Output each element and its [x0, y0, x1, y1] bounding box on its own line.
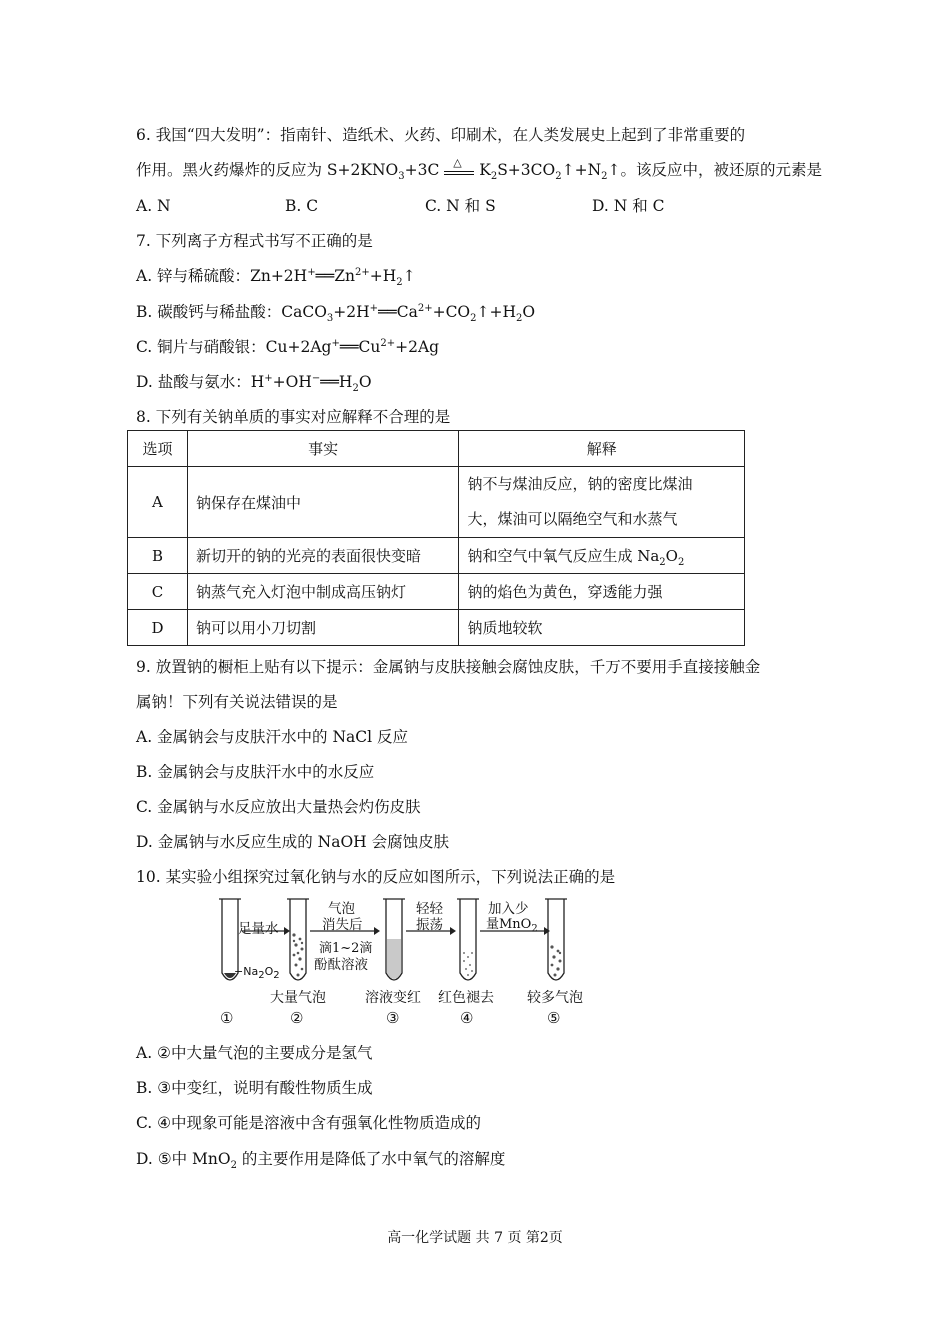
tube5-caption: 较多气泡: [527, 990, 583, 1006]
test-tube-2: [287, 899, 309, 980]
q8-stem: 8. 下列有关钠单质的事实对应解释不合理的是: [136, 408, 451, 426]
q7-stem: 7. 下列离子方程式书写不正确的是: [136, 232, 373, 250]
q6-stem-line2: 作用。黑火药爆炸的反应为 $S+2KNO_3+3C$ △ $K_2S+3CO_2↑+N_2↑$。该反应中，被还原的元素是: [136, 156, 823, 183]
q7-option-a: A. 锌与稀硫酸：$Zn+2H^+══Zn^{2+}+H_2↑$: [136, 266, 416, 289]
q9-option-d: D. 金属钠与水反应生成的 NaOH 会腐蚀皮肤: [136, 833, 450, 851]
q6-option-d: D. N 和 C: [592, 197, 665, 215]
bubbles-5: [550, 945, 561, 976]
bubbles-2: [292, 933, 303, 976]
table-row: B 新切开的钠的光亮的表面很快变暗 钠和空气中氧气反应生成 $Na_2O_2$: [128, 538, 745, 574]
table-row: C 钠蒸气充入灯泡中制成高压钠灯 钠的焰色为黄色，穿透能力强: [128, 574, 745, 610]
table-header-row: [128, 431, 745, 467]
q10-option-d: D. ⑤中 MnO$_2$ 的主要作用是降低了水中氧气的溶解度: [136, 1150, 506, 1172]
step2-label-c: 滴1~2滴: [319, 941, 373, 956]
tube3-caption: 溶液变红: [365, 990, 421, 1006]
step3-label-b: 振荡: [416, 917, 443, 933]
heat-condition-arrow: △: [444, 161, 474, 181]
tube4-caption: 红色褪去: [438, 990, 494, 1006]
q9-option-a: A. 金属钠会与皮肤汗水中的 NaCl 反应: [136, 728, 409, 746]
q6-option-a: A. N: [136, 197, 171, 215]
table-row: D 钠可以用小刀切割 钠质地较软: [128, 610, 745, 646]
tube3-number: ③: [386, 1009, 400, 1027]
q10-stem: 10. 某实验小组探究过氧化钠与水的反应如图所示，下列说法正确的是: [136, 868, 616, 886]
tube4-number: ④: [460, 1009, 474, 1027]
q9-option-c: C. 金属钠与水反应放出大量热会灼伤皮肤: [136, 798, 421, 816]
header-fact: 事实: [187, 431, 459, 467]
page-footer: 高一化学试题 共 7 页 第2页: [387, 1230, 563, 1246]
tube2-caption: 大量气泡: [270, 990, 326, 1006]
q8-table: [127, 430, 745, 646]
header-option: 选项: [128, 431, 188, 467]
test-tube-5: [545, 899, 567, 980]
step1-label: 足量水: [238, 921, 279, 937]
q7-option-b: B. 碳酸钙与稀盐酸：$CaCO_3+2H^+══Ca^{2+}+CO_2↑+H_2O$: [136, 302, 536, 325]
q10-option-b: B. ③中变红，说明有酸性物质生成: [136, 1079, 373, 1097]
tube1-number: ①: [220, 1009, 234, 1027]
test-tubes-diagram: [210, 893, 600, 1033]
step4-label-a: 加入少: [488, 901, 529, 917]
step2-label-d: 酚酞溶液: [314, 957, 368, 973]
q10-option-a: A. ②中大量气泡的主要成分是氢气: [136, 1044, 373, 1062]
step3-label-a: 轻轻: [416, 901, 443, 917]
q10-option-c: C. ④中现象可能是溶液中含有强氧化性物质造成的: [136, 1114, 482, 1132]
q9-stem-line1: 9. 放置钠的橱柜上贴有以下提示：金属钠与皮肤接触会腐蚀皮肤，千万不要用手直接接触金: [136, 658, 761, 676]
test-tube-4: [457, 899, 479, 980]
tube5-number: ⑤: [547, 1009, 561, 1027]
header-explanation: 解释: [459, 431, 745, 467]
q6-option-c: C. N 和 S: [425, 197, 496, 215]
q9-option-b: B. 金属钠会与皮肤汗水中的水反应: [136, 763, 375, 781]
q7-option-d: D. 盐酸与氨水：$H^++OH^-══H_2O$: [136, 372, 372, 395]
dots-4: [463, 952, 473, 976]
red-solution: [387, 939, 401, 979]
table-row: A 钠保存在煤油中 钠不与煤油反应，钠的密度比煤油 大，煤油可以隔绝空气和水蒸气: [128, 467, 745, 538]
experiment-figure: [210, 893, 600, 1033]
step4-label-b: 量MnO$_2$: [486, 917, 538, 935]
q9-stem-line2: 属钠！下列有关说法错误的是: [136, 693, 338, 711]
q7-option-c: C. 铜片与硝酸银：$Cu+2Ag^+══Cu^{2+}+2Ag$: [136, 337, 440, 356]
step2-label-a: 气泡: [328, 901, 355, 917]
q6-option-b: B. C: [285, 197, 319, 215]
q6-stem-line1: 6. 我国“四大发明”：指南针、造纸术、火药、印刷术，在人类发展史上起到了非常重要的: [136, 126, 746, 144]
step2-label-b: 消失后: [322, 917, 363, 933]
na2o2-label: $-Na_2O_2$: [234, 965, 280, 982]
tube2-number: ②: [290, 1009, 304, 1027]
